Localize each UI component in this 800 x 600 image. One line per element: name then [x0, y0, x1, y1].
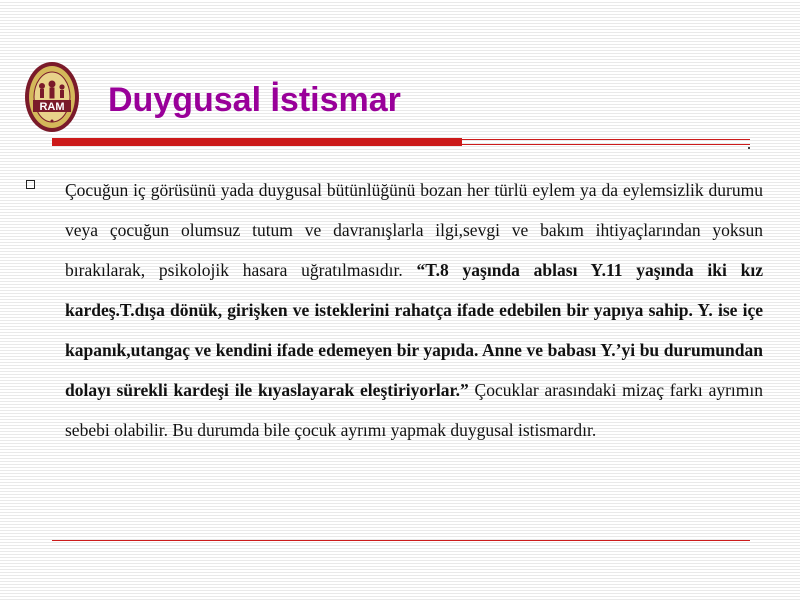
paragraph-intro: Çocuğun iç görüsünü yada duygusal bütünlüğünü bozan her türlü eylem ya da eylemsizlik durumu veya çocuğun olumsuz tutum ve davranışlarla ilgi,sevgi ve bakım ihtiyaçlarından yoksun bırakılarak, psikolojik hasara uğratılmasıdır. [65, 180, 763, 280]
title-rule-thick [52, 138, 462, 146]
rule-end-dot [748, 147, 750, 149]
bottom-rule [52, 540, 750, 541]
case-quote: “T.8 yaşında ablası Y.11 yaşında iki kız kardeş.T.dışa dönük, girişken ve isteklerini rahatça ifade edebilen bir yapıya sahip. Y. ise içe kapanık,utangaç ve kendini ifade edemeyen bir yapıda. Anne ve babası Y.’yi bu durumundan dolayı sürekli kardeşi ile kıyaslayarak eleştiriyorlar.” [65, 260, 764, 400]
family-logo-icon [24, 60, 80, 134]
ram-logo [24, 60, 80, 134]
body-paragraph [65, 170, 763, 450]
slide-title: Duygusal İstismar [108, 81, 401, 119]
title-rule-thin-top [462, 139, 750, 140]
logo-text: RAM [39, 101, 65, 113]
paragraph-conclusion: Çocuklar arasındaki mizaç farkı ayrımın sebebi olabilir. Bu durumda bile çocuk ayrımı yapmak duygusal istismardır. [65, 380, 763, 440]
title-rule-thin-bottom [462, 144, 750, 145]
hollow-square-bullet-icon [26, 180, 35, 189]
